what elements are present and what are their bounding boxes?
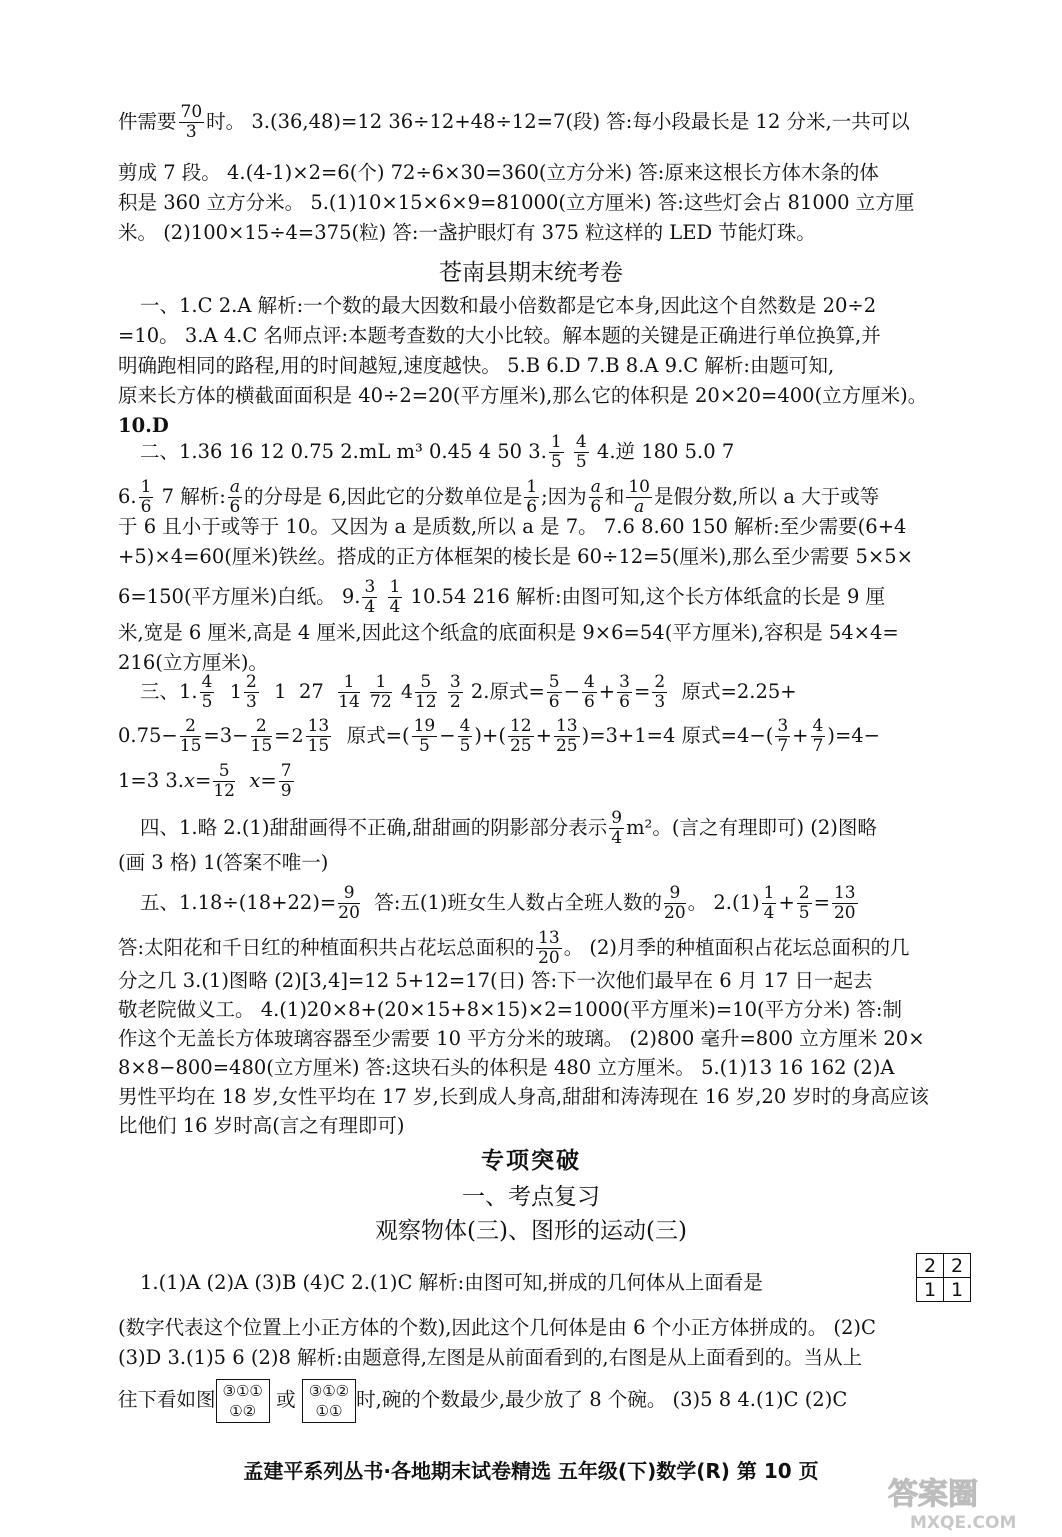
line: 216(立方厘米)。	[118, 651, 268, 674]
line: 五、1.18÷(18+22)= $\frac{9}{20}$ 答:五(1)班女生人数占全班人数的 $\frac{9}{20}$ 。 2.(1) $\frac{1}{4}$ + $\frac{2}{5}$ = $\frac{13}{20}$	[140, 883, 856, 923]
line: (画 3 格) 1(答案不唯一)	[118, 851, 329, 874]
line: 1=3 3.x= $\frac{5}{12}$ x= $\frac{7}{9}$	[118, 761, 292, 801]
line: 一、1.C 2.A 解析:一个数的最大因数和最小倍数都是它本身,因此这个自然数是 20÷2	[140, 294, 877, 317]
line: 敬老院做义工。 4.(1)20×8+(20×15+8×15)×2=1000(平方厘米)=10(平方分米) 答:制	[118, 998, 902, 1021]
line: 米,宽是 6 厘米,高是 4 厘米,因此这个纸盒的底面积是 9×6=54(平方厘米),容积是 54×4=	[118, 621, 899, 644]
line: 6=150(平方厘米)白纸。 9. $\frac{3}{4}$ $\frac{1}{4}$ 10.54 216 解析:由图可知,这个长方体纸盒的长是 9 厘	[118, 577, 886, 617]
line: 于 6 且小于或等于 10。又因为 a 是质数,所以 a 是 7。 7.6 8.60 150 解析:至少需要(6+4	[118, 515, 907, 538]
section-title: 苍南县期末统考卷	[439, 260, 623, 286]
section-title: 专项突破	[481, 1148, 581, 1174]
line: =10。 3.A 4.C 名师点评:本题考查数的大小比较。解本题的关键是正确进行单位换算,并	[118, 324, 881, 347]
grid-cell: 1	[944, 1278, 971, 1302]
line: 明确跑相同的路程,用的时间越短,速度越快。 5.B 6.D 7.B 8.A 9.C 解析:由题可知,	[118, 354, 835, 377]
line: (数字代表这个位置上小正方体的个数),因此这个几何体是由 6 个小正方体拼成的。 (2)C	[118, 1316, 876, 1339]
section-subtitle: 一、考点复习	[462, 1184, 600, 1210]
line: 8×8−800=480(立方厘米) 答:这块石头的体积是 480 立方厘米。 5.(1)13 16 162 (2)A	[118, 1056, 895, 1079]
bowl-stack-figure: ③①② ①①	[302, 1379, 356, 1423]
line: 米。 (2)100×15÷4=375(粒) 答:一盏护眼灯有 375 粒这样的 LED 节能灯珠。	[118, 221, 816, 244]
line: (3)D 3.(1)5 6 (2)8 解析:由题意得,左图是从前面看到的,右图是从上面看到的。当从上	[118, 1346, 863, 1369]
line: 10.D	[118, 414, 169, 437]
line: 二、1.36 16 12 0.75 2.mL m³ 0.45 4 50 3. $\frac{1}{5}$ $\frac{4}{5}$ 4.逆 180 5.0 7	[140, 432, 735, 472]
top-view-grid	[916, 1253, 971, 1302]
line: 6. $\frac{1}{6}$ 7 解析: $\frac{a}{6}$ 的分母是 6,因此它的分数单位是 $\frac{1}{6}$ ;因为 $\frac{a}{6}$ 和 $\frac{10}{a}$ 是假分数,所以 a 大于或等	[118, 477, 880, 517]
line: 0.75− $\frac{2}{15}$ =3− $\frac{2}{15}$ =2 $\frac{13}{15}$ 原式=( $\frac{19}{5}$ − $\frac{4}{5}$ )+( $\frac{12}{25}$ + $\frac{13}{25}$ )=3+1=4 原式=4−( $\frac{3}{7}$ + $\frac{4}{7}$ )=4−	[118, 716, 881, 756]
grid-cell: 2	[944, 1254, 971, 1278]
line: 男性平均在 18 岁,女性平均在 17 岁,长到成人身高,甜甜和涛涛现在 16 岁,20 岁时的身高应该	[118, 1085, 929, 1108]
watermark-logo	[880, 1470, 1055, 1532]
fraction: $\frac{70}{3}$	[180, 102, 203, 142]
grid-cell: 2	[917, 1254, 944, 1278]
line: 1.(1)A (2)A (3)B (4)C 2.(1)C 解析:由图可知,拼成的几何体从上面看是	[140, 1271, 763, 1294]
grid-cell: 1	[917, 1278, 944, 1302]
line: 件需要 $\frac{70}{3}$ 时。 3.(36,48)=12 36÷12+48÷12=7(段) 答:每小段最长是 12 分米,一共可以	[118, 102, 910, 142]
bowl-stack-figure: ③①① ①②	[216, 1379, 270, 1423]
svg-text:答案圈: 答案圈	[888, 1477, 978, 1512]
line: 积是 360 立方分米。 5.(1)10×15×6×9=81000(立方厘米) 答:这些灯会占 81000 立方厘	[118, 191, 915, 214]
line: 剪成 7 段。 4.(4-1)×2=6(个) 72÷6×30=360(立方分米) 答:原来这根长方体木条的体	[118, 161, 879, 184]
topic-title: 观察物体(三)、图形的运动(三)	[375, 1218, 687, 1244]
line: 原来长方体的横截面面积是 40÷2=20(平方厘米),那么它的体积是 20×20=400(立方厘米)。	[118, 384, 928, 407]
line: 比他们 16 岁时高(言之有理即可)	[118, 1114, 405, 1137]
line: +5)×4=60(厘米)铁丝。搭成的正方体框架的棱长是 60÷12=5(厘米),那么至少需要 5×5×	[118, 545, 913, 568]
line: 三、1. $\frac{4}{5}$ 1 $\frac{2}{3}$ 1 27 $\frac{1}{14}$ $\frac{1}{72}$ 4 $\frac{5}{12}$ $\frac{3}{2}$ 2.原式= $\frac{5}{6}$ − $\frac{4}{6}$ + $\frac{3}{6}$ = $\frac{2}{3}$ 原式=2.25+	[140, 672, 797, 712]
line: 分之几 3.(1)图略 (2)[3,4]=12 5+12=17(日) 答:下一次他们最早在 6 月 17 日一起去	[118, 969, 873, 992]
line: 往下看如图 ③①① ①② 或 ③①② ①① 时,碗的个数最少,最少放了 8 个碗。 (3)5 8 4.(1)C (2)C	[118, 1370, 990, 1430]
line: 答:太阳花和千日红的种植面积共占花坛总面积的 $\frac{13}{20}$ 。 (2)月季的种植面积占花坛总面积的几	[118, 928, 910, 968]
svg-text:MXQE.COM: MXQE.COM	[910, 1513, 1017, 1532]
page-footer: 孟建平系列丛书·各地期末试卷精选 五年级(下)数学(R) 第 10 页	[243, 1459, 819, 1483]
line: 作这个无盖长方体玻璃容器至少需要 10 平方分米的玻璃。 (2)800 毫升=800 立方厘米 20×	[118, 1027, 925, 1050]
line: 四、1.略 2.(1)甜甜画得不正确,甜甜画的阴影部分表示 $\frac{9}{4}$ m²。(言之有理即可) (2)图略	[140, 808, 877, 848]
